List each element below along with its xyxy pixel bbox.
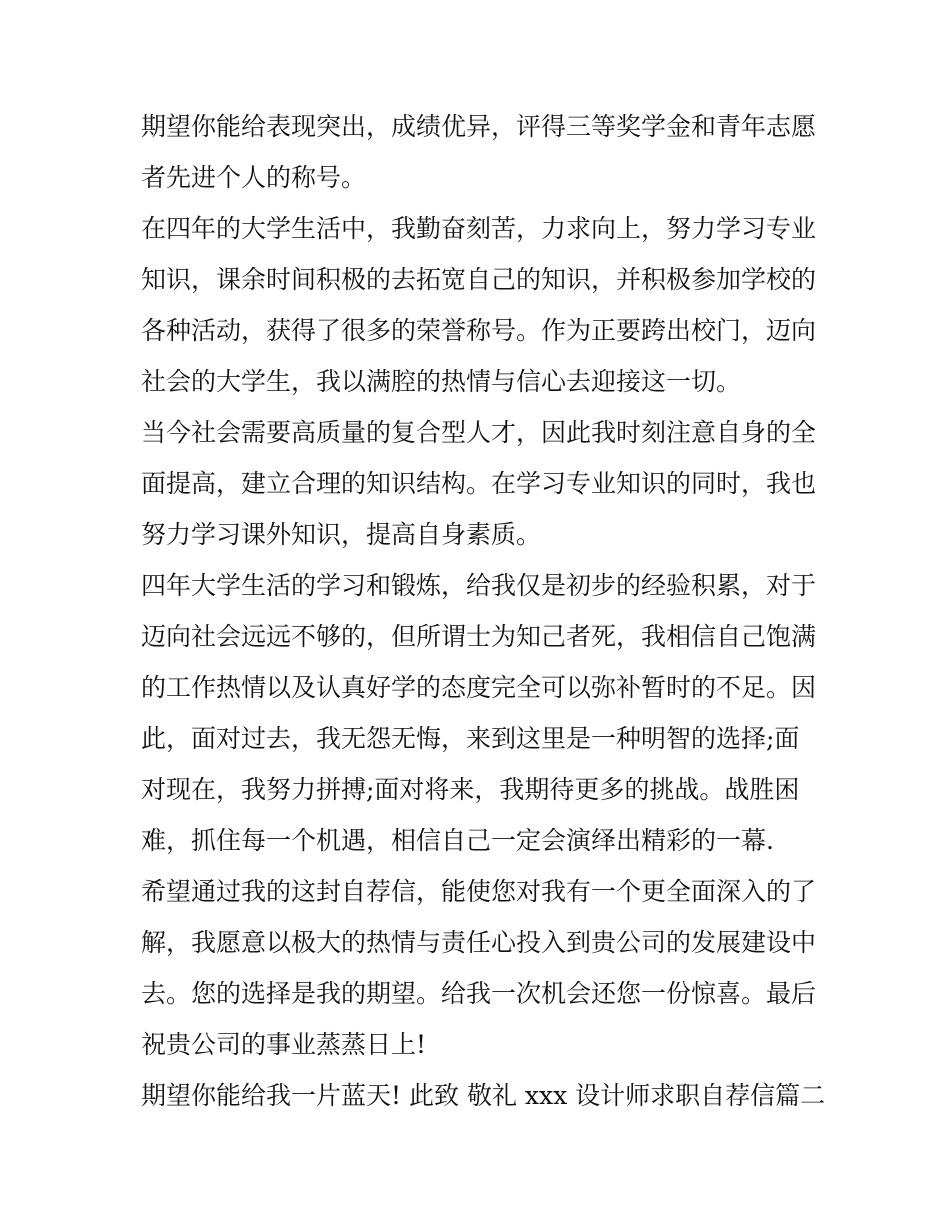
text-line: 此，面对过去，我无怨无悔，来到这里是一种明智的选择;面	[141, 724, 800, 753]
text-line: 解，我愿意以极大的热情与责任心投入到贵公司的发展建设中	[141, 928, 817, 957]
text-line: 在四年的大学生活中，我勤奋刻苦，力求向上，努力学习专业	[141, 214, 817, 243]
text-line: 当今社会需要高质量的复合型人才，因此我时刻注意自身的全	[141, 418, 817, 447]
text-line: 面提高，建立合理的知识结构。在学习专业知识的同时，我也	[141, 469, 817, 498]
text-line: 对现在，我努力拼搏;面对将来，我期待更多的挑战。战胜困	[141, 775, 800, 804]
text-line: 去。您的选择是我的期望。给我一次机会还您一份惊喜。最后	[141, 979, 817, 1008]
text-line: 知识，课余时间积极的去拓宽自己的知识，并积极参加学校的	[141, 265, 817, 294]
text-line: 期望你能给表现突出，成绩优异，评得三等奖学金和青年志愿	[141, 112, 817, 141]
text-line: 难，抓住每一个机遇，相信自己一定会演绎出精彩的一幕.	[141, 826, 774, 855]
text-line: 迈向社会远远不够的，但所谓士为知己者死，我相信自己饱满	[141, 622, 817, 651]
text-line: 期望你能给我一片蓝天! 此致 敬礼 xxx 设计师求职自荐信篇二	[141, 1081, 826, 1110]
text-line: 四年大学生活的学习和锻炼，给我仅是初步的经验积累，对于	[141, 571, 817, 600]
text-line: 的工作热情以及认真好学的态度完全可以弥补暂时的不足。因	[141, 673, 817, 702]
text-line: 各种活动，获得了很多的荣誉称号。作为正要跨出校门，迈向	[141, 316, 817, 345]
text-line: 努力学习课外知识，提高自身素质。	[141, 520, 542, 549]
text-line: 希望通过我的这封自荐信，能使您对我有一个更全面深入的了	[141, 877, 817, 906]
text-line: 社会的大学生，我以满腔的热情与信心去迎接这一切。	[141, 367, 742, 396]
text-line: 者先进个人的称号。	[141, 163, 367, 192]
text-line: 祝贵公司的事业蒸蒸日上!	[141, 1030, 427, 1059]
